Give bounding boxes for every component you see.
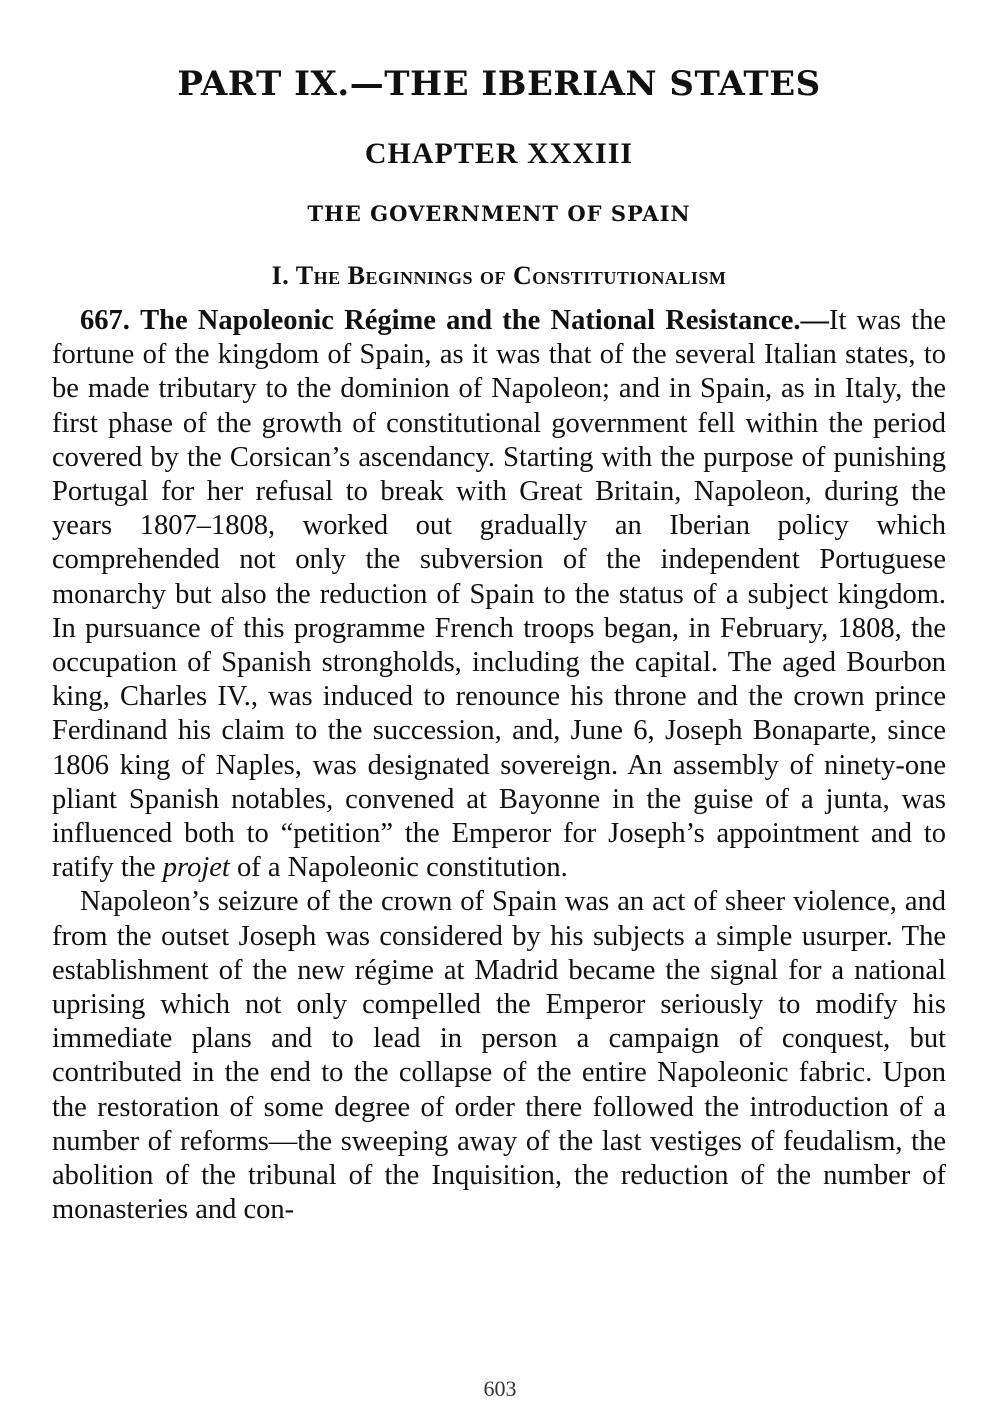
page-content xyxy=(52,62,946,1227)
paragraph-667 xyxy=(52,304,946,885)
chapter-title: CHAPTER XXXIII xyxy=(364,137,634,170)
italic-term: projet xyxy=(162,852,230,884)
paragraph-body: It was the fortune of the kingdom of Spain, as it was that of the several Italian states, to be made tributary to the dominion of Napoleon; and in Spain, as in Italy, the first phase of the growth of constitutional government fell within the period covered by the Corsican’s ascendancy. Starting with the purpose of punishing Portugal for her refusal to break with Great Britain, Napoleon, during the years 1807–1808, worked out gradually an Iberian policy which comprehended not only the subversion of the independent Portuguese monarchy but also the reduction of Spain to the status of a subject kingdom. In pursuance of this programme French troops began, in February, 1808, the occupation of Spanish strongholds, including the capital. The aged Bourbon king, Charles IV., was induced to renounce his throne and the crown prince Ferdinand his claim to the succession, and, June 6, Joseph Bonaparte, since 1806 king of Naples, was designated sovereign. An assembly of ninety-one pliant Spanish notables, convened at Bayonne in the guise of a junta, was influenced both to “petition” the Emperor for Joseph’s appointment and to ratify the xyxy=(52,305,946,884)
chapter-subtitle: THE GOVERNMENT OF SPAIN xyxy=(307,201,691,226)
paragraph-number: 667. xyxy=(80,305,130,336)
paragraph-2: Napoleon’s seizure of the crown of Spain was an act of sheer violence, and from the outset Joseph was considered by his subjects a simple usurper. The establishment of the new régime at Madrid became the signal for a national uprising which not only compelled the Emperor seriously to modify his immediate plans and to lead in person a campaign of conquest, but contributed in the end to the collapse of the entire Napoleonic fabric. Upon the restoration of some degree of order there followed the introduction of a number of reforms—the sweeping away of the last vestiges of feudalism, the abolition of the tribunal of the Inquisition, the reduction of the number of monasteries and con- xyxy=(52,886,946,1226)
part-title: PART IX.—THE IBERIAN STATES xyxy=(177,64,821,104)
section-heading: I. The Beginnings of Constitutionalism xyxy=(271,261,727,290)
paragraph-heading: The Napoleonic Régime and the National Resistance.— xyxy=(140,305,830,336)
paragraph-body-end: of a Napoleonic constitution. xyxy=(229,852,568,884)
page-number: 603 xyxy=(483,1376,517,1401)
